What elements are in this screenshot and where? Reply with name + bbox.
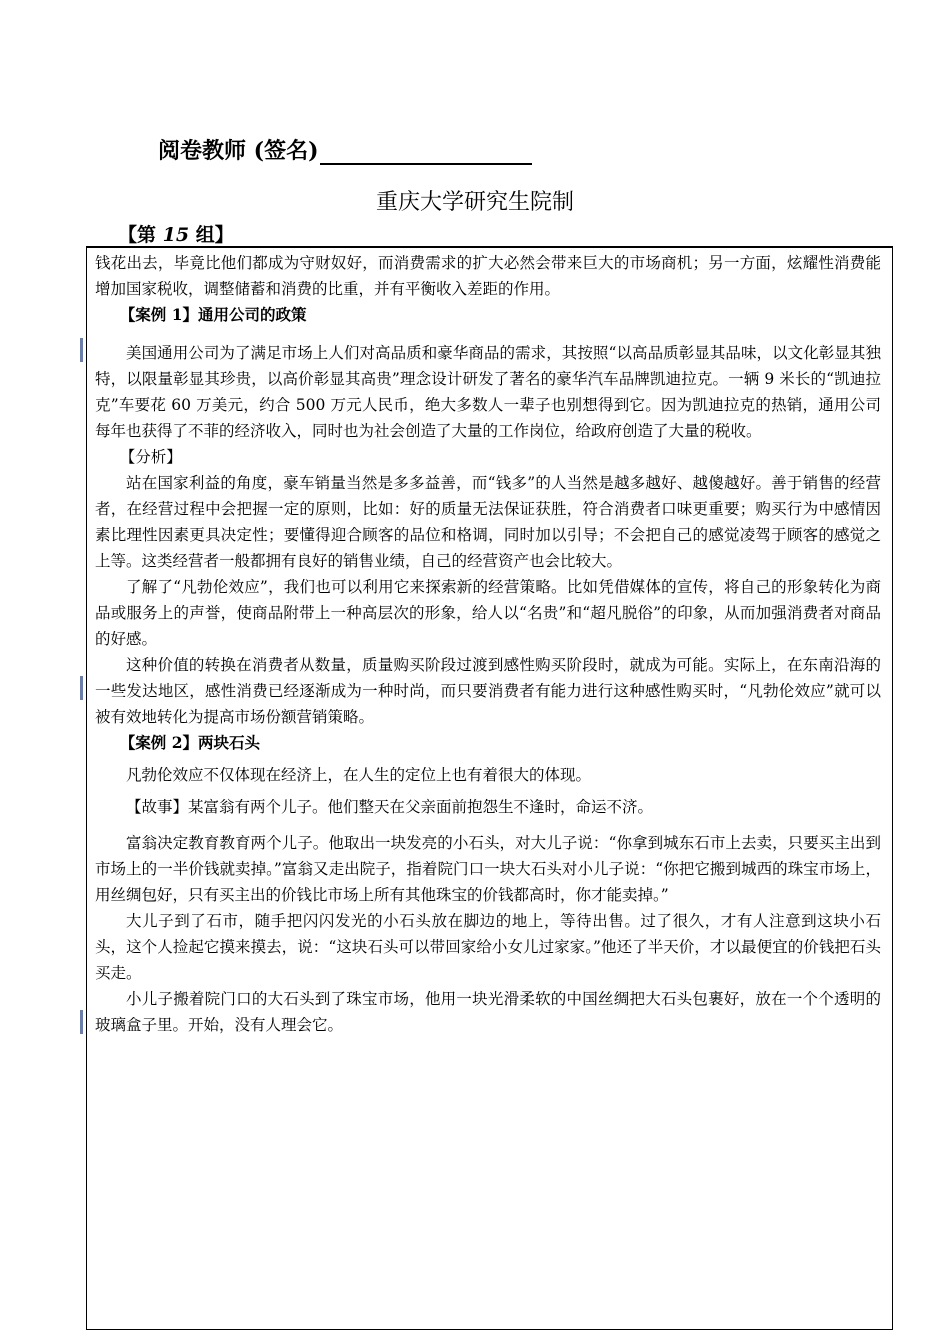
school-title: 重庆大学研究生院制: [375, 190, 574, 215]
case2-intro: 凡勃伦效应不仅体现在经济上，在人生的定位上也有着很大的体现。: [126, 766, 592, 784]
margin-mark: [80, 676, 83, 700]
case1-heading: 【案例 1】通用公司的政策: [119, 305, 307, 324]
analysis-paragraph: 这种价值的转换在消费者从数量，质量购买阶段过渡到感性购买阶段时，就成为可能。实际上，在东南沿海的一些发达地区，感性消费已经逐渐成为一种时尚，而只要消费者有能力进行这种感性购买时，“凡勃伦效应”就可以被有效地转化为提高市场份额营销策略。: [95, 656, 881, 726]
group-tag: [118, 220, 234, 247]
margin-mark: [80, 338, 83, 362]
story-paragraph: 大儿子到了石市，随手把闪闪发光的小石头放在脚边的地上，等待出售。过了很久，才有人注意到这块小石头，这个人捡起它摸来摸去，说：“这块石头可以带回家给小女儿过家家。”他还了半天价，才以最便宜的价钱把石头买走。: [95, 912, 881, 982]
paragraph: 钱花出去，毕竟比他们都成为守财奴好，而消费需求的扩大必然会带来巨大的市场商机；另一方面，炫耀性消费能增加国家税收，调整储蓄和消费的比重，并有平衡收入差距的作用。: [95, 254, 881, 298]
grader-label: 阅卷教师 (签名): [158, 138, 319, 164]
case2-heading: 【案例 2】两块石头: [119, 733, 260, 752]
group-open: 【第: [118, 224, 163, 246]
margin-mark: [80, 1010, 83, 1034]
story-intro: 【故事】某富翁有两个儿子。他们整天在父亲面前抱怨生不逢时，命运不济。: [126, 798, 654, 816]
analysis-paragraph: 了解了“凡勃伦效应”，我们也可以利用它来探索新的经营策略。比如凭借媒体的宣传，将自己的形象转化为商品或服务上的声誉，使商品附带上一种高层次的形象，给人以“名贵”和“超凡脱俗”的印象，从而加强消费者对商品的好感。: [95, 578, 881, 648]
group-number: 15: [162, 224, 190, 246]
group-close: 组】: [189, 224, 234, 246]
story-paragraph: 小儿子搬着院门口的大石头到了珠宝市场，他用一块光滑柔软的中国丝绸把大石头包裹好，放在一个个透明的玻璃盒子里。开始，没有人理会它。: [95, 990, 881, 1034]
grader-signature: [158, 134, 532, 165]
frame-top-border: [86, 246, 893, 248]
analysis-paragraph: 站在国家利益的角度，豪车销量当然是多多益善，而“钱多”的人当然是越多越好、越傻越好。善于销售的经营者，在经营过程中会把握一定的原则，比如：好的质量无法保证获胜，符合消费者口味更重要；购买行为中感情因素比理性因素更具决定性；要懂得迎合顾客的品位和格调，同时加以引导；不会把自己的感觉凌驾于顾客的感觉之上等。这类经营者一般都拥有良好的销售业绩，自己的经营资产也会比较大。: [95, 474, 881, 570]
signature-line[interactable]: [320, 141, 532, 165]
case1-paragraph: 美国通用公司为了满足市场上人们对高品质和豪华商品的需求，其按照“以高品质彰显其品味，以文化彰显其独特，以限量彰显其珍贵，以高价彰显其高贵”理念设计研发了著名的豪华汽车品牌凯迪拉克。一辆 9 米长的“凯迪拉克”车要花 60 万美元，约合 500 万元人民币，绝大多数人一辈子也别想得到它。因为凯迪拉克的热销，通用公司每年也获得了不菲的经济收入，同时也为社会创造了大量的工作岗位，给政府创造了大量的税收。: [95, 344, 881, 440]
essay-body: [95, 250, 881, 1038]
story-paragraph: 富翁决定教育教育两个儿子。他取出一块发亮的小石头，对大儿子说：“你拿到城东石市上去卖，只要买主出到市场上的一半价钱就卖掉。”富翁又走出院子，指着院门口一块大石头对小儿子说：“你把它搬到城西的珠宝市场上，用丝绸包好，只有买主出的价钱比市场上所有其他珠宝的价钱都高时，你才能卖掉。”: [95, 834, 881, 904]
analysis-heading: 【分析】: [119, 448, 182, 466]
